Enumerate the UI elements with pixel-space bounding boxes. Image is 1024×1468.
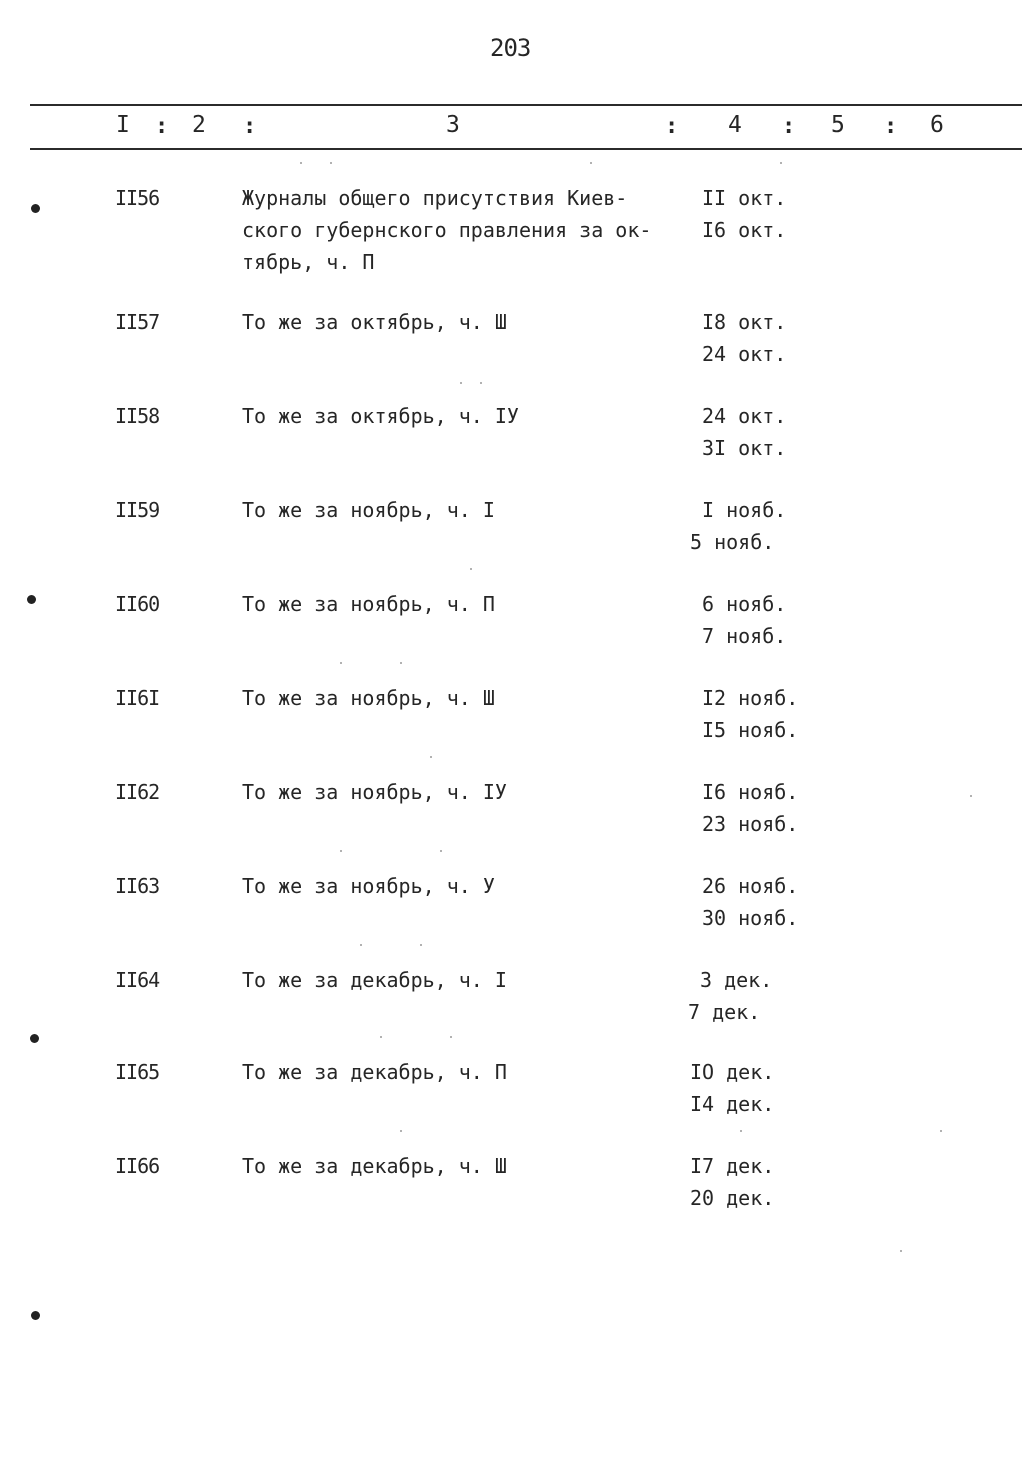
date-to: 5 нояб. (690, 530, 775, 554)
item-number: II56 (115, 186, 160, 210)
date-to: I4 дек. (690, 1092, 775, 1116)
date-to: 23 нояб. (702, 812, 799, 836)
date-from: I2 нояб. (702, 686, 799, 710)
scan-speck (330, 162, 332, 164)
date-to: I6 окт. (702, 218, 787, 242)
date-from: I нояб. (702, 498, 787, 522)
header-col-4: 4 (728, 112, 742, 138)
item-number: II66 (115, 1154, 160, 1178)
scan-speck (940, 1130, 942, 1132)
margin-ink-dot (27, 595, 36, 604)
item-number: II64 (115, 968, 160, 992)
item-title: То же за ноябрь, ч. Ш (242, 686, 495, 710)
scan-speck (780, 162, 782, 164)
date-to: I5 нояб. (702, 718, 799, 742)
date-to: 3I окт. (702, 436, 787, 460)
header-separator: : (884, 114, 898, 139)
header-col-6: 6 (930, 112, 944, 138)
margin-ink-dot (31, 204, 40, 213)
item-title: То же за ноябрь, ч. У (242, 874, 495, 898)
item-title: То же за декабрь, ч. I (242, 968, 507, 992)
date-to: 20 дек. (690, 1186, 775, 1210)
scan-speck (400, 1130, 402, 1132)
header-top-rule (30, 104, 1022, 106)
scan-speck (900, 1250, 902, 1252)
scan-speck (460, 382, 462, 384)
item-dates (680, 1056, 810, 1120)
item-number: II63 (115, 874, 160, 898)
item-number: II57 (115, 310, 160, 334)
header-bottom-rule (30, 148, 1022, 150)
item-number: II59 (115, 498, 160, 522)
item-dates (680, 182, 810, 246)
margin-ink-dot (30, 1034, 39, 1043)
item-dates (680, 306, 810, 370)
scan-speck (300, 162, 302, 164)
scan-speck (590, 162, 592, 164)
header-separator: : (782, 114, 796, 139)
scan-speck (740, 1130, 742, 1132)
header-col-3: 3 (446, 112, 460, 138)
date-from: I8 окт. (702, 310, 787, 334)
item-dates (680, 964, 810, 1028)
item-dates (680, 776, 810, 840)
scan-speck (340, 850, 342, 852)
header-col-2: 2 (192, 112, 206, 138)
scan-speck (360, 944, 362, 946)
item-dates (680, 400, 810, 464)
scan-speck (450, 1036, 452, 1038)
scan-speck (970, 795, 972, 797)
item-title: То же за ноябрь, ч. IУ (242, 780, 507, 804)
scan-speck (420, 944, 422, 946)
item-number: II62 (115, 780, 160, 804)
item-title: То же за декабрь, ч. П (242, 1060, 507, 1084)
scan-speck (480, 382, 482, 384)
header-col-5: 5 (831, 112, 845, 138)
item-dates (680, 1150, 810, 1214)
item-dates (680, 870, 810, 934)
scan-speck (400, 662, 402, 664)
item-dates (680, 682, 810, 746)
margin-ink-dot (31, 1311, 40, 1320)
date-from: 6 нояб. (702, 592, 787, 616)
scan-speck (380, 1036, 382, 1038)
scan-speck (340, 662, 342, 664)
header-separator: : (155, 114, 169, 139)
date-to: 24 окт. (702, 342, 787, 366)
page-number: 203 (490, 34, 531, 62)
scan-speck (470, 568, 472, 570)
date-from: IO дек. (690, 1060, 775, 1084)
item-number: II6I (115, 686, 160, 710)
item-dates (680, 494, 810, 558)
item-title: То же за октябрь, ч. Ш (242, 310, 507, 334)
item-number: II65 (115, 1060, 160, 1084)
date-from: 26 нояб. (702, 874, 799, 898)
date-from: II окт. (702, 186, 787, 210)
item-dates (680, 588, 810, 652)
date-to: 30 нояб. (702, 906, 799, 930)
date-from: I7 дек. (690, 1154, 775, 1178)
date-from: I6 нояб. (702, 780, 799, 804)
date-from: 3 дек. (700, 968, 773, 992)
item-number: II58 (115, 404, 160, 428)
header-separator: : (665, 114, 679, 139)
item-title: То же за октябрь, ч. IУ (242, 404, 519, 428)
scan-speck (430, 756, 432, 758)
item-title: Журналы общего присутствия Киев- ского губернского правления за ок- тябрь, ч. П (242, 186, 652, 274)
header-col-1: I (116, 112, 130, 138)
date-from: 24 окт. (702, 404, 787, 428)
date-to: 7 дек. (688, 1000, 761, 1024)
scan-speck (440, 850, 442, 852)
item-title: То же за ноябрь, ч. П (242, 592, 495, 616)
item-number: II60 (115, 592, 160, 616)
header-separator: : (243, 114, 257, 139)
item-title: То же за ноябрь, ч. I (242, 498, 495, 522)
item-title: То же за декабрь, ч. Ш (242, 1154, 507, 1178)
date-to: 7 нояб. (702, 624, 787, 648)
